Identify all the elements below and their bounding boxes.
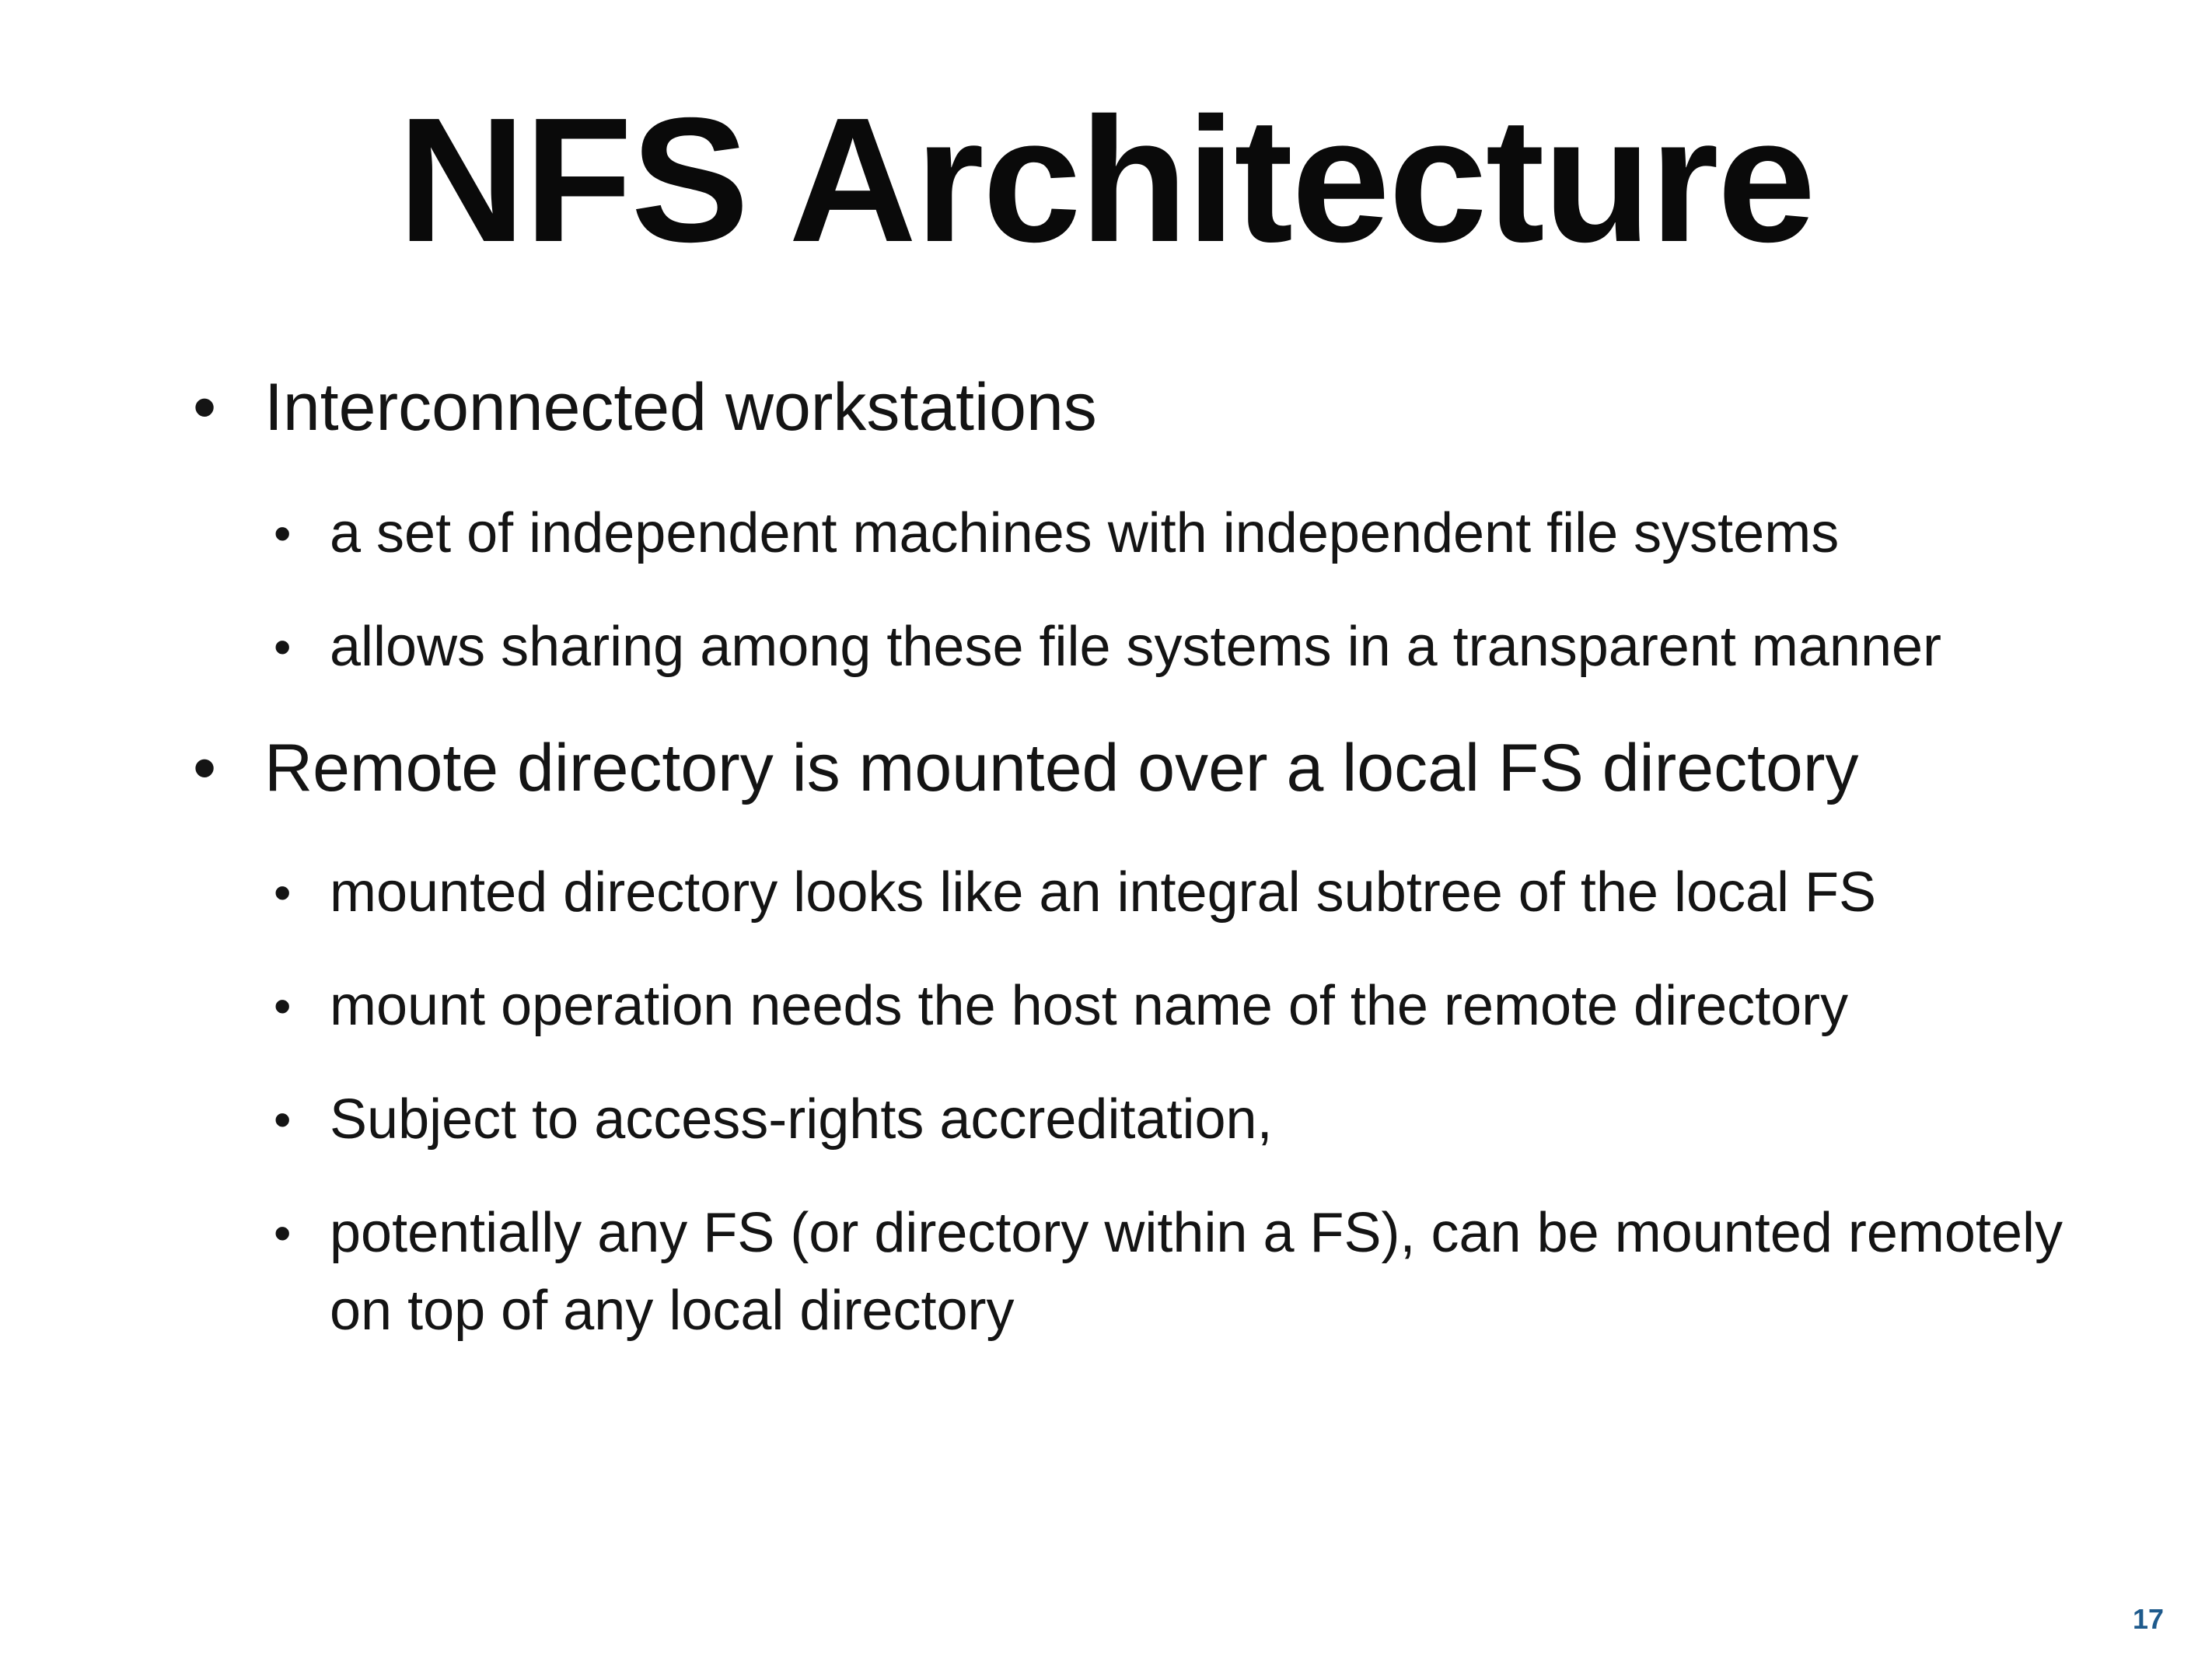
bullet-text: Subject to access-rights accreditation, <box>330 1088 1273 1151</box>
bullet-text: Interconnected workstations <box>264 370 1097 445</box>
bullet-dot-icon: • <box>274 864 292 920</box>
bullet-dot-icon: • <box>274 978 292 1034</box>
sub-bullet-item <box>274 608 2087 686</box>
bullet-dot-icon: • <box>274 619 292 675</box>
sub-bullet-item <box>274 854 2087 931</box>
bullet-item <box>193 365 1097 449</box>
bullet-text: a set of independent machines with independent file systems <box>330 502 1840 564</box>
bullet-item <box>193 726 1859 810</box>
bullet-text: allows sharing among these file systems in a transparent manner <box>330 616 1942 678</box>
bullet-dot-icon: • <box>193 731 217 805</box>
bullet-text: potentially any FS (or directory within a FS), can be mounted remotely on top of any local directory <box>330 1202 2063 1342</box>
bullet-dot-icon: • <box>193 370 217 445</box>
bullet-dot-icon: • <box>274 1091 292 1147</box>
bullet-text: Remote directory is mounted over a local FS directory <box>264 731 1859 805</box>
sub-bullet-item <box>274 967 2087 1045</box>
sub-bullet-item <box>274 1194 2087 1350</box>
bullet-text: mounted directory looks like an integral subtree of the local FS <box>330 861 1877 924</box>
page-number: 17 <box>2132 1603 2164 1635</box>
bullet-dot-icon: • <box>274 505 292 561</box>
sub-bullet-item <box>274 494 2087 572</box>
slide-title: NFS Architecture <box>397 82 1815 279</box>
sub-bullet-item <box>274 1081 2087 1158</box>
bullet-text: mount operation needs the host name of the remote directory <box>330 975 1849 1037</box>
bullet-dot-icon: • <box>274 1205 292 1261</box>
